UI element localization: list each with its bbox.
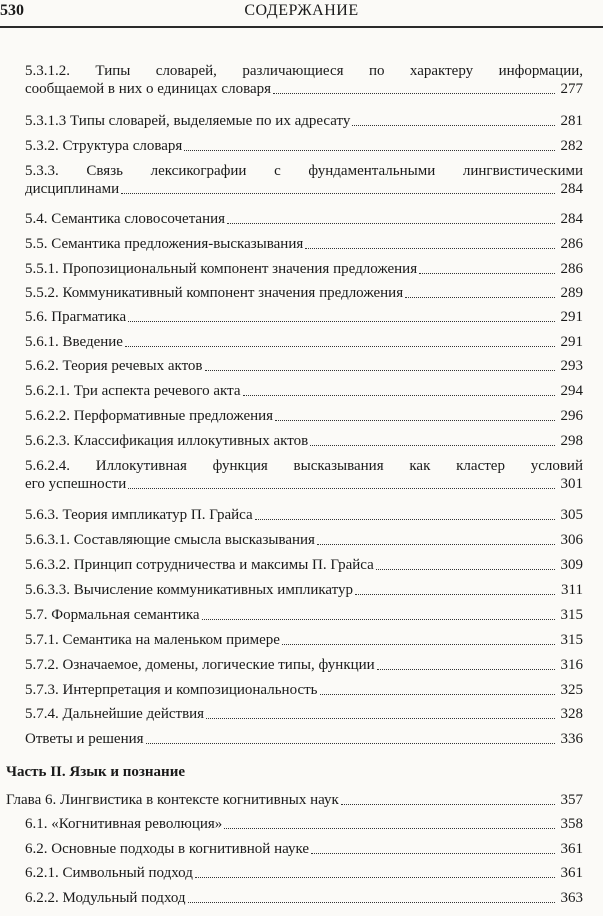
part-heading: Часть II. Язык и познание: [6, 764, 186, 780]
dot-leader: [405, 297, 555, 298]
toc-page-number: 277: [560, 81, 583, 97]
dot-leader: [184, 150, 555, 151]
toc-entry-title: 5.6.2.3. Классификация иллокутивных актов: [25, 433, 309, 449]
dot-leader: [243, 395, 556, 396]
toc-entry: [25, 308, 583, 326]
dot-leader: [377, 669, 555, 670]
toc-entry-title: 5.6.1. Введение: [25, 334, 123, 350]
toc-entry-title: сообщаемой в них о единицах словаря: [25, 81, 272, 97]
toc-entry: [25, 333, 583, 351]
dot-leader: [128, 321, 555, 322]
toc-entry-title: 5.4. Семантика словосочетания: [25, 211, 226, 227]
toc-entry: [25, 162, 583, 198]
toc-entry-title: дисциплинами: [25, 181, 120, 197]
toc-entry-title: 6.2.2. Модульный подход: [25, 890, 186, 906]
toc-entry: [25, 581, 583, 599]
toc-entry-title: 5.7.4. Дальнейшие действия: [25, 706, 205, 722]
toc-entry: [25, 889, 583, 907]
dot-leader: [355, 594, 555, 595]
dot-leader: [121, 193, 555, 194]
dot-leader: [419, 273, 555, 274]
toc-page-number: 306: [560, 532, 583, 548]
page-number: 530: [0, 2, 24, 19]
toc-entry-title: 5.6.3.2. Принцип сотрудничества и максимы П. Грайса: [25, 557, 374, 573]
toc-entry: [25, 382, 583, 400]
toc-page-number: 291: [560, 309, 583, 325]
dot-leader: [205, 370, 555, 371]
toc-entry-title: Ответы и решения: [25, 731, 144, 747]
toc-entry: [25, 284, 583, 302]
toc-page-number: 301: [560, 476, 583, 492]
toc-entry: [25, 705, 583, 723]
toc-entry-title: 5.7.3. Интерпретация и композициональность: [25, 682, 318, 698]
dot-leader: [227, 223, 555, 224]
toc-entry: [25, 357, 583, 375]
toc-entry: [25, 260, 583, 278]
toc-entry-title: Глава 6. Лингвистика в контексте когнитивных наук: [6, 792, 339, 808]
toc-entry: [25, 457, 583, 493]
toc-entry: [25, 407, 583, 425]
dot-leader: [320, 694, 556, 695]
toc-entry: [25, 681, 583, 699]
toc-entry-title: 6.2.1. Символьный подход: [25, 865, 193, 881]
dot-leader: [224, 828, 555, 829]
dot-leader: [376, 569, 555, 570]
toc-entry: [25, 432, 583, 450]
toc-entry: [25, 531, 583, 549]
toc-page-number: 361: [560, 865, 583, 881]
toc-page-number: 296: [560, 408, 583, 424]
toc-page-number: 294: [560, 383, 583, 399]
toc-entry-title: 5.5.2. Коммуникативный компонент значения предложения: [25, 285, 404, 301]
toc-page-number: 286: [560, 261, 583, 277]
toc-page-number: 315: [560, 607, 583, 623]
toc-page-number: 298: [560, 433, 583, 449]
toc-entry: [25, 656, 583, 674]
toc-page-number: 316: [560, 657, 583, 673]
toc-page-number: 361: [560, 841, 583, 857]
toc-page-number: 328: [560, 706, 583, 722]
toc-entry-first-line: 5.6.2.4. Иллокутивная функция высказывания как кластер условий: [25, 458, 583, 474]
toc-page-number: 286: [560, 236, 583, 252]
toc-entry-title: 5.5. Семантика предложения-высказывания: [25, 236, 304, 252]
toc-page-number: 291: [560, 334, 583, 350]
toc-entry: [25, 210, 583, 228]
toc-page-number: 289: [560, 285, 583, 301]
toc-page-number: 363: [560, 890, 583, 906]
toc-entry-title: 5.6.2. Теория речевых актов: [25, 358, 203, 374]
toc-entry: [25, 235, 583, 253]
toc-entry-title: 5.6.2.2. Перформативные предложения: [25, 408, 274, 424]
dot-leader: [255, 519, 555, 520]
dot-leader: [273, 93, 555, 94]
toc-page-number: 311: [561, 582, 583, 598]
running-header: СОДЕРЖАНИЕ: [244, 2, 359, 19]
toc-entry: [25, 864, 583, 882]
toc-entry: [25, 606, 583, 624]
dot-leader: [206, 718, 555, 719]
toc-entry-title: 5.7. Формальная семантика: [25, 607, 200, 623]
toc-page-number: 357: [560, 792, 583, 808]
toc-entry-title: 5.3.2. Структура словаря: [25, 138, 183, 154]
chapter-entry: [6, 791, 583, 809]
toc-entry: [25, 62, 583, 98]
dot-leader: [311, 853, 555, 854]
dot-leader: [317, 544, 555, 545]
toc-entry-first-line: 5.3.1.2. Типы словарей, различающиеся по характеру информации,: [25, 63, 583, 79]
toc-entry-title: 5.7.1. Семантика на маленьком примере: [25, 632, 280, 648]
toc-entry: [25, 815, 583, 833]
dot-leader: [305, 248, 555, 249]
toc-entry: [25, 506, 583, 524]
dot-leader: [282, 644, 555, 645]
toc-page-number: 325: [560, 682, 583, 698]
toc-page-number: 284: [560, 181, 583, 197]
toc-entry-title: 5.3.1.3 Типы словарей, выделяемые по их адресату: [25, 113, 351, 129]
toc-entry-first-line: 5.3.3. Связь лексикографии с фундаментальными лингвистическими: [25, 163, 583, 179]
dot-leader: [275, 420, 555, 421]
dot-leader: [195, 877, 555, 878]
toc-page-number: 336: [560, 731, 583, 747]
dot-leader: [202, 619, 555, 620]
toc-entry-title: 5.6.2.1. Три аспекта речевого акта: [25, 383, 241, 399]
dot-leader: [146, 743, 555, 744]
toc-entry: [25, 631, 583, 649]
toc-entry: [25, 137, 583, 155]
toc-entry-title: 5.5.1. Пропозициональный компонент значения предложения: [25, 261, 418, 277]
toc-page-number: 305: [560, 507, 583, 523]
toc-entry-title: 5.6. Прагматика: [25, 309, 127, 325]
dot-leader: [188, 902, 555, 903]
toc-entry-title: 5.6.3. Теория импликатур П. Грайса: [25, 507, 253, 523]
toc-page-number: 315: [560, 632, 583, 648]
toc-page-number: 309: [560, 557, 583, 573]
toc-page-number: 358: [560, 816, 583, 832]
dot-leader: [310, 445, 555, 446]
dot-leader: [125, 346, 555, 347]
toc-page-number: 281: [560, 113, 583, 129]
toc-entry: [25, 112, 583, 130]
dot-leader: [352, 125, 555, 126]
toc-page-number: 284: [560, 211, 583, 227]
toc-entry-title: 5.7.2. Означаемое, домены, логические типы, функции: [25, 657, 375, 673]
header-rule: [0, 26, 603, 28]
toc-entry: [25, 840, 583, 858]
toc-entry-title: 6.2. Основные подходы в когнитивной науке: [25, 841, 310, 857]
toc-page-number: 282: [560, 138, 583, 154]
dot-leader: [128, 488, 555, 489]
toc-entry-title: 6.1. «Когнитивная революция»: [25, 816, 223, 832]
dot-leader: [341, 804, 555, 805]
toc-entry: [25, 730, 583, 748]
toc-entry-title: его успешности: [25, 476, 127, 492]
toc-entry-title: 5.6.3.1. Составляющие смысла высказывания: [25, 532, 315, 548]
toc-entry-title: 5.6.3.3. Вычисление коммуникативных импликатур: [25, 582, 354, 598]
toc-entry: [25, 556, 583, 574]
toc-page-number: 293: [560, 358, 583, 374]
